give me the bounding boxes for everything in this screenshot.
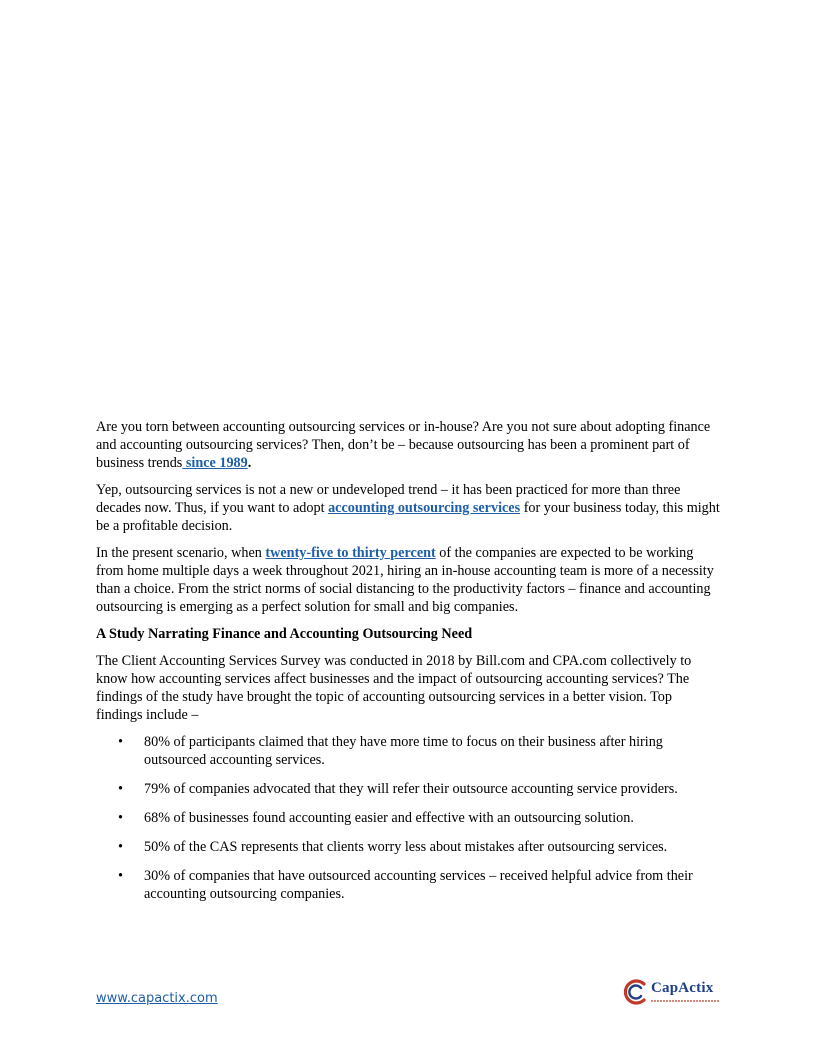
scenario-text-after: of the companies are expected to be working from home multiple days a week throughout 2021, hiring an in-house accounting team is more of a necessity than a choice. From the strict norms of social distancing to the productivity factors – finance and accounting outsourcing is emerging as a perfect solution for small and big companies. [96, 545, 714, 615]
article-body [96, 418, 720, 914]
intro-end: . [247, 455, 252, 471]
logo-text: CapActix [651, 980, 714, 996]
footer-website-link[interactable]: www.capactix.com [96, 991, 218, 1006]
trend-paragraph [96, 481, 720, 535]
twenty-five-to-thirty-percent-link[interactable]: twenty-five to thirty percent [265, 545, 436, 561]
scenario-paragraph [96, 544, 720, 616]
list-item [96, 780, 720, 798]
trend-text-after: for your business today, this might be a profitable decision. [96, 500, 720, 534]
bullet-icon: • [118, 781, 123, 797]
list-item [96, 838, 720, 856]
since-1989-link[interactable]: since 1989 [182, 455, 248, 471]
accounting-outsourcing-services-link[interactable]: accounting outsourcing services [328, 500, 521, 516]
survey-paragraph: The Client Accounting Services Survey was conducted in 2018 by Bill.com and CPA.com collectively to know how accounting services affect businesses and the impact of outsourcing accounting services? The findings of the study have brought the topic of accounting outsourcing services in a better vision. Top findings include – [96, 653, 692, 723]
finding-text: 80% of participants claimed that they have more time to focus on their business after hiring outsourced accounting services. [144, 734, 663, 768]
logo-swoosh-icon [622, 978, 650, 1006]
bullet-icon: • [118, 839, 123, 855]
finding-text: 68% of businesses found accounting easier and effective with an outsourcing solution. [144, 810, 634, 826]
list-item [96, 867, 720, 903]
scenario-text-before: In the present scenario, when [96, 545, 266, 561]
list-item [96, 809, 720, 827]
section-heading: A Study Narrating Finance and Accounting Outsourcing Need [96, 626, 473, 642]
intro-paragraph [96, 418, 720, 472]
bullet-icon: • [118, 868, 123, 884]
capactix-logo [622, 978, 722, 1010]
list-item [96, 733, 720, 769]
finding-text: 30% of companies that have outsourced accounting services – received helpful advice from their accounting outsourcing companies. [144, 868, 693, 902]
trend-text-before: Yep, outsourcing services is not a new or undeveloped trend – it has been practiced for more than three decades now. Thus, if you want to adopt [96, 482, 681, 516]
finding-text: 50% of the CAS represents that clients worry less about mistakes after outsourcing services. [144, 839, 668, 855]
bullet-icon: • [118, 810, 123, 826]
intro-text: Are you torn between accounting outsourcing services or in-house? Are you not sure about adopting finance and accounting outsourcing services? Then, don’t be – because outsourcing has been a prominent part of business trends [96, 419, 711, 471]
findings-list [96, 733, 720, 903]
finding-text: 79% of companies advocated that they will refer their outsource accounting service providers. [144, 781, 678, 797]
logo-tagline [651, 1000, 719, 1002]
bullet-icon: • [118, 734, 123, 750]
